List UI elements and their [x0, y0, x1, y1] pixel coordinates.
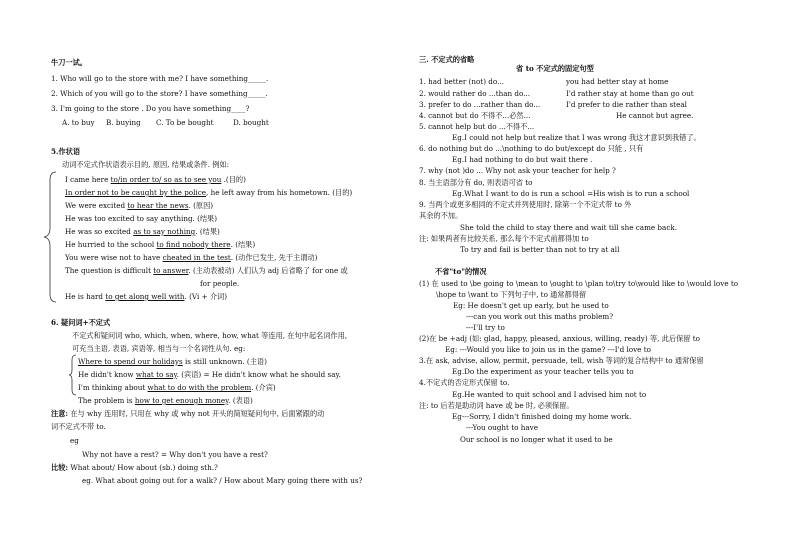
- option-b: B. buying: [106, 118, 141, 127]
- example-row: He hurried to the school to find nobody there. (结果): [65, 240, 256, 249]
- section3-title: 三. 不定式的省略: [419, 55, 475, 64]
- list-item-example: ---I'll try to: [466, 323, 505, 332]
- eg-label: eg: [70, 436, 79, 445]
- section-not-omit-title: 不省"to"的情况: [435, 267, 487, 276]
- note-line-2: 词不定式不带 to.: [51, 422, 106, 431]
- compare-line-1: 比较: What about/ How about (sb.) doing sth.?: [51, 463, 218, 472]
- list-item-example: Eg: He doesn't get up early, but he used to: [453, 301, 609, 310]
- note-line: 注: to 后若是助动词 have 或 be 时, 必须保留。: [419, 401, 574, 410]
- why-not-example: Why not have a rest? = Why don't you have a rest?: [82, 450, 268, 459]
- example-row: for people.: [200, 279, 240, 288]
- list-item-example: Eg.What I want to do is run a school =His wish is to run a school: [452, 189, 690, 198]
- section6-desc-1: 不定式和疑问词 who, which, when, where, how, what 等连用, 在句中起名词作用,: [72, 331, 348, 340]
- note-example: To try and fail is better than not to try at all: [460, 245, 620, 254]
- example-row: I came here to/in order to/ so as to see you .(目的): [65, 175, 246, 184]
- list-item: 7. why (not )do ... Why not ask your teacher for help ?: [419, 166, 616, 175]
- list-item: 1. had better (not) do...: [419, 77, 504, 86]
- list-item: 5. cannot help but do ...不得不...: [419, 122, 535, 131]
- example-row: Where to spend our holidays is still unknown. (主语): [78, 357, 267, 366]
- bracket-brace: [68, 354, 78, 396]
- section6-title: 6. 疑问词+不定式: [51, 318, 111, 327]
- list-item-example: He cannot but agree.: [616, 111, 694, 120]
- section6-desc-2: 可充当主语, 表语, 宾语等, 相当与一个名词性从句. eg:: [72, 344, 246, 353]
- example-row: He was so excited as to say nothing. (结果): [65, 227, 220, 236]
- example-row: The question is difficult to answer. (主动表被动) 人们认为 adj 后省略了 for one 或: [65, 266, 348, 275]
- example-row: In order not to be caught by the police, he left away from his hometown. (目的): [65, 188, 353, 197]
- list-item-example: I'd rather stay at home than go out: [566, 89, 694, 98]
- list-item-example: Eg---Sorry, I didn't finished doing my home work.: [452, 412, 632, 421]
- bracket-brace: [42, 170, 58, 304]
- list-item: 其余的不加。: [419, 211, 463, 220]
- example-row: He was too excited to say anything. (结果): [65, 214, 218, 223]
- list-item-example: She told the child to stay there and wait till she came back.: [460, 223, 677, 232]
- question-3: 3. I'm going to the store . Do you have something____?: [51, 104, 250, 113]
- section5-title: 5.作状语: [51, 147, 81, 156]
- example-row: The problem is how to get enough money. (表语): [78, 396, 253, 405]
- list-item: (1) 在 used to \be going to \mean to \ought to \plan to\try to\would like to \would love to: [419, 279, 739, 288]
- compare-line-2: eg. What about going out for a walk? / How about Mary going there with us?: [82, 476, 363, 485]
- list-item: \hope to \want to 下列句子中, to 通常都得留: [436, 290, 587, 299]
- note-line-1: 注意: 在与 why 连用时, 只用在 why 或 why not 开头的简短疑问句中, 后面紧跟的动: [51, 409, 325, 418]
- example-row: He is hard to get along well with. (Vi + 介词): [65, 292, 228, 301]
- list-item: 3. prefer to do ...rather than do...: [419, 100, 541, 109]
- list-item: 9. 当两个或更多相同的不定式并列使用时, 除第一个不定式带 to 外: [419, 200, 632, 209]
- example-row: We were excited to hear the news. (原因): [65, 201, 214, 210]
- example-row: He didn't know what to say. (宾语) = He didn't know what he should say.: [78, 370, 341, 379]
- option-c: C. To be bought: [156, 118, 214, 127]
- list-item-example: I'd prefer to die rather than steal: [566, 100, 687, 109]
- list-item: 4.不定式的否定形式保留 to.: [419, 378, 510, 387]
- practice-heading: 牛刀一试。: [51, 58, 87, 67]
- option-a: A. to buy: [62, 118, 95, 127]
- list-item-example: Eg.Do the experiment as your teacher tells you to: [452, 367, 634, 376]
- list-item-example: Eg.He wanted to quit school and I advised him not to: [452, 390, 647, 399]
- list-item-example: ---You ought to have: [466, 423, 538, 432]
- list-item-example: Eg: ---Would you like to join us in the game? ---I'd love to: [445, 345, 651, 354]
- list-item-example: Eg.I could not help but realize that I was wrong 我这才意识到我错了。: [452, 133, 701, 142]
- list-item: 2. would rather do ...than do...: [419, 89, 531, 98]
- example-row: I'm thinking about what to do with the problem. (介宾): [78, 383, 276, 392]
- list-item-example: you had better stay at home: [566, 77, 669, 86]
- option-d: D. bought: [233, 118, 269, 127]
- question-1: 1. Who will go to the store with me? I have something_____.: [51, 74, 269, 83]
- section3-subtitle: 省 to 不定式的固定句型: [516, 64, 594, 73]
- note-line: 注: 如果两者有比较关系, 那么每个不定式前都得加 to: [419, 234, 589, 243]
- list-item: (2)在 be +adj (如: glad, happy, pleased, anxious, willing, ready) 等, 此后保留 to: [419, 334, 700, 343]
- list-item-example: Eg.I had nothing to do but wait there .: [452, 155, 593, 164]
- list-item: 4. cannot but do 不得不...必然...: [419, 111, 531, 120]
- list-item: 8. 当主语部分有 do, 则表语可省 to: [419, 178, 533, 187]
- list-item-example: Our school is no longer what it used to be: [460, 435, 613, 444]
- section5-desc: 动词不定式作状语表示目的, 原因, 结果或条件. 例如:: [62, 160, 230, 169]
- list-item: 6. do nothing but do ...\nothing to do but/except do 只能 , 只有: [419, 144, 644, 153]
- question-2: 2. Which of you will go to the store? I have something_____.: [51, 89, 268, 98]
- list-item: 3.在 ask, advise, allow, permit, persuade, tell, wish 等词的复合结构中 to 通常保留: [419, 356, 704, 365]
- list-item-example: ---can you work out this maths problem?: [466, 312, 614, 321]
- example-row: You were wise not to have cheated in the test. (动作已发生, 先于主谓动): [65, 253, 318, 262]
